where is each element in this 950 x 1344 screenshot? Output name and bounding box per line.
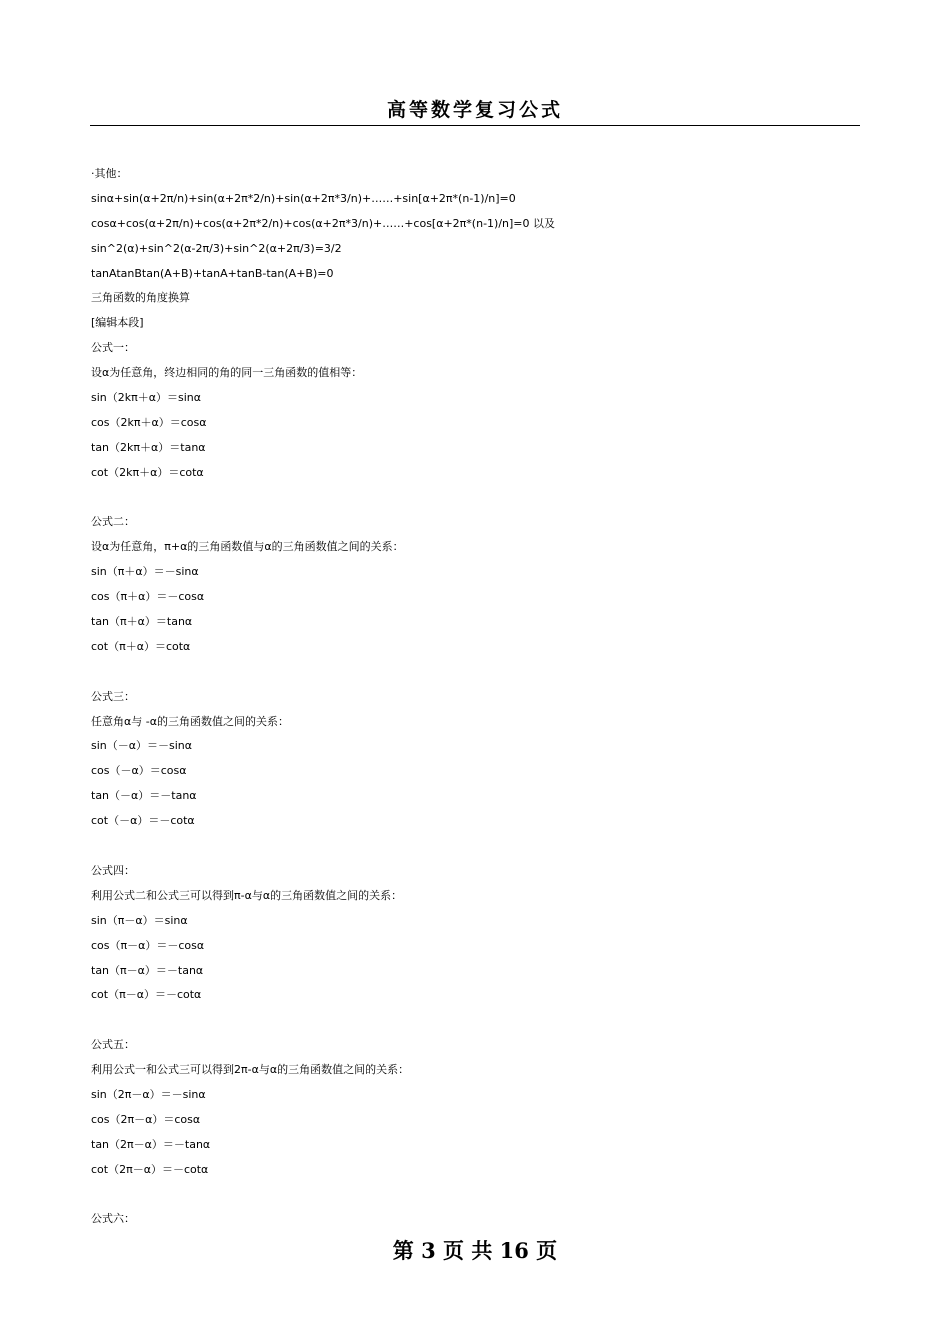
document-body (91, 162, 861, 1232)
page-header (90, 96, 860, 126)
page-title: 高等数学复习公式 (386, 99, 563, 121)
formula-line: tan（2kπ＋α）＝tanα (91, 440, 206, 454)
formula-line: cos（－α）＝cosα (91, 764, 187, 778)
formula-line: cosα+cos(α+2π/n)+cos(α+2π*2/n)+cos(α+2π*3/n)+……+cos[α+2π*(n-1)/n]=0 以及 (91, 216, 556, 230)
formula-line: cot（2π－α）＝－cotα (91, 1162, 209, 1176)
formula-line: tan（π＋α）＝tanα (91, 615, 193, 629)
formula-description: 任意角α与 -α的三角函数值之间的关系： (91, 714, 289, 728)
formula-group-title: 公式一： (91, 341, 135, 355)
formula-group-title: 公式五： (91, 1038, 135, 1052)
formula-line: cos（π－α）＝－cosα (91, 938, 205, 952)
formula-line: cot（2kπ＋α）＝cotα (91, 465, 204, 479)
formula-description: 利用公式一和公式三可以得到2π-α与α的三角函数值之间的关系： (91, 1063, 410, 1077)
section-heading: 三角函数的角度换算 (91, 291, 190, 305)
formula-line: sin（π－α）＝sinα (91, 913, 188, 927)
formula-line: tan（－α）＝－tanα (91, 789, 197, 803)
formula-line: cos（2kπ＋α）＝cosα (91, 415, 207, 429)
formula-line: cot（π－α）＝－cotα (91, 988, 202, 1002)
formula-line: cot（π＋α）＝cotα (91, 639, 191, 653)
edit-section-link[interactable]: [编辑本段] (91, 316, 144, 330)
formula-line: tan（2π－α）＝－tanα (91, 1137, 211, 1151)
blank-line (91, 834, 861, 859)
formula-group-title: 公式六： (91, 1212, 135, 1226)
formula-line: sin^2(α)+sin^2(α-2π/3)+sin^2(α+2π/3)=3/2 (91, 241, 342, 255)
section-label-other: ·其他： (91, 167, 128, 180)
formula-line: sinα+sin(α+2π/n)+sin(α+2π*2/n)+sin(α+2π*3/n)+……+sin[α+2π*(n-1)/n]=0 (91, 191, 516, 205)
formula-line: cos（2π－α）＝cosα (91, 1112, 201, 1126)
formula-line: sin（－α）＝－sinα (91, 739, 193, 753)
formula-line: sin（2kπ＋α）＝sinα (91, 391, 202, 405)
formula-line: sin（2π－α）＝－sinα (91, 1087, 206, 1101)
formula-description: 设α为任意角，π+α的三角函数值与α的三角函数值之间的关系： (91, 540, 404, 554)
formula-line: tanAtanBtan(A+B)+tanA+tanB-tan(A+B)=0 (91, 266, 334, 280)
blank-line (91, 660, 861, 685)
blank-line (91, 1008, 861, 1033)
blank-line (91, 486, 861, 511)
formula-description: 设α为任意角，终边相同的角的同一三角函数的值相等： (91, 366, 363, 380)
formula-description: 利用公式二和公式三可以得到π-α与α的三角函数值之间的关系： (91, 888, 403, 902)
page-number: 第 3 页 共 16 页 (392, 1238, 558, 1263)
formula-line: tan（π－α）＝－tanα (91, 963, 204, 977)
formula-group-title: 公式四： (91, 863, 135, 877)
blank-line (91, 1183, 861, 1208)
formula-line: cos（π＋α）＝－cosα (91, 590, 205, 604)
formula-line: sin（π＋α）＝－sinα (91, 565, 199, 579)
formula-group-title: 公式二： (91, 515, 135, 529)
formula-group-title: 公式三： (91, 689, 135, 703)
formula-line: cot（－α）＝－cotα (91, 814, 195, 828)
